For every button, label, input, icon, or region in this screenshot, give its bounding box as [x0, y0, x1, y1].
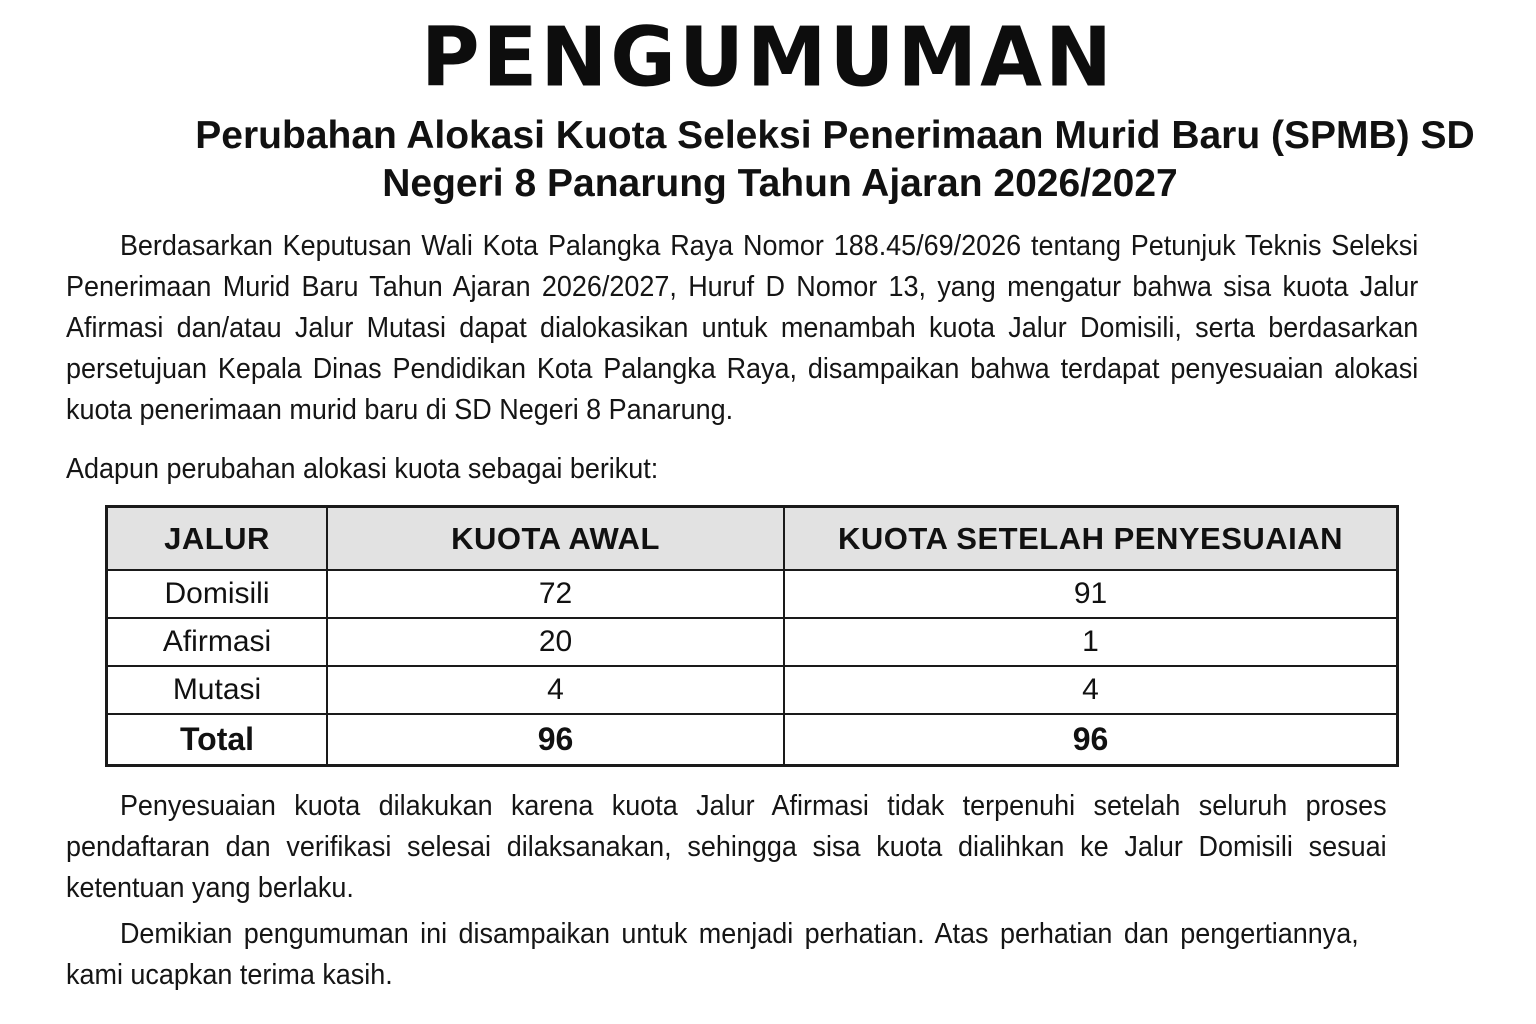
subtitle-line-2: Negeri 8 Panarung Tahun Ajaran 2026/2027 [382, 162, 1178, 205]
column-header-jalur: JALUR [107, 507, 328, 571]
announcement-subtitle [60, 112, 1500, 208]
cell-total-kuota-awal: 96 [327, 714, 784, 766]
announcement-title: PENGUMUMAN [421, 10, 1115, 105]
cell-total-label: Total [107, 714, 328, 766]
cell-jalur: Domisili [107, 570, 328, 618]
table-header-row [107, 507, 1398, 571]
paragraph-table-intro-text: Adapun perubahan alokasi kuota sebagai berikut: [66, 453, 659, 485]
paragraph-closing [66, 914, 1359, 996]
paragraph-closing-text: Demikian pengumuman ini disampaikan untuk menjadi perhatian. Atas perhatian dan pengertiannya, kami ucapkan terima kasih. [66, 918, 1359, 991]
cell-total-kuota-setelah: 96 [784, 714, 1398, 766]
cell-jalur: Mutasi [107, 666, 328, 714]
paragraph-legal-basis [66, 226, 1418, 431]
subtitle-line-1: Perubahan Alokasi Kuota Seleksi Penerimaan Murid Baru (SPMB) SD [195, 114, 1475, 157]
table-row [107, 666, 1398, 714]
column-header-kuota-setelah: KUOTA SETELAH PENYESUAIAN [784, 507, 1398, 571]
cell-kuota-setelah: 1 [784, 618, 1398, 666]
column-header-kuota-awal: KUOTA AWAL [327, 507, 784, 571]
paragraph-reason-text: Penyesuaian kuota dilakukan karena kuota Jalur Afirmasi tidak terpenuhi setelah seluruh proses pendaftaran dan verifikasi selesai dilaksanakan, sehingga sisa kuota dialihkan ke Jalur Domisili sesuai ketentuan yang berlaku. [66, 790, 1387, 904]
paragraph-legal-basis-text: Berdasarkan Keputusan Wali Kota Palangka Raya Nomor 188.45/69/2026 tentang Petunjuk Teknis Seleksi Penerimaan Murid Baru Tahun Ajaran 2026/2027, Huruf D Nomor 13, yang mengatur bahwa sisa kuota Jalur Afirmasi dan/atau Jalur Mutasi dapat dialokasikan untuk menambah kuota Jalur Domisili, serta berdasarkan persetujuan Kepala Dinas Pendidikan Kota Palangka Raya, disampaikan bahwa terdapat penyesuaian alokasi kuota penerimaan murid baru di SD Negeri 8 Panarung. [66, 230, 1419, 426]
cell-kuota-setelah: 4 [784, 666, 1398, 714]
quota-table [105, 505, 1399, 767]
cell-kuota-awal: 20 [327, 618, 784, 666]
cell-kuota-awal: 72 [327, 570, 784, 618]
paragraph-reason [66, 786, 1387, 909]
cell-kuota-setelah: 91 [784, 570, 1398, 618]
table-row [107, 618, 1398, 666]
cell-kuota-awal: 4 [327, 666, 784, 714]
table-row [107, 570, 1398, 618]
cell-jalur: Afirmasi [107, 618, 328, 666]
table-total-row [107, 714, 1398, 766]
paragraph-table-intro [66, 449, 1418, 490]
